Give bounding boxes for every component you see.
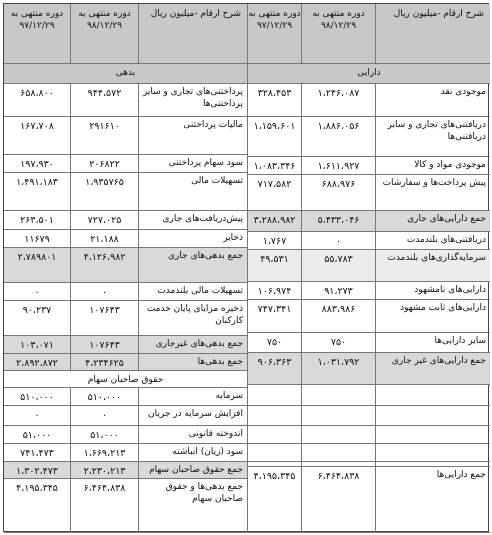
asset-row-label: جمع دارایی‌ها xyxy=(376,467,490,533)
equity-row-cur-value: ۲،۲۳۰،۲۱۳ xyxy=(71,462,139,479)
asset-col-cur-header: دوره منتهی به ۹۸/۱۲/۲۹ xyxy=(302,4,376,64)
liab-row-cur-value: ۲۱،۱۸۸ xyxy=(71,230,139,248)
asset-row-prev-value: ۷۴۷،۳۴۱ xyxy=(248,300,302,333)
liab-row-label: جمع بدهی‌های غیرجاری xyxy=(139,336,248,354)
asset-empty-label xyxy=(376,385,490,406)
asset-row-label: جمع دارایی‌های جاری xyxy=(376,211,490,232)
liab-row-cur-value: ۱،۹۳۵۷۶۵ xyxy=(71,173,139,211)
asset-row-prev-value: ۳۲۸،۴۵۳ xyxy=(248,84,302,117)
equity-row-label: سود (زیان) انباشته xyxy=(139,444,248,462)
equity-row-cur-value: ۵۱،۰۰۰ xyxy=(71,426,139,444)
liab-row-label: جمع بدهی‌های جاری xyxy=(139,248,248,283)
asset-row-prev-value: ۱۰۶،۹۷۴ xyxy=(248,282,302,300)
asset-row-prev-value: ۷۱۷،۵۸۲ xyxy=(248,175,302,211)
liab-row-prev-value: ۲۶۳،۵۰۱ xyxy=(4,211,71,230)
asset-empty-prev xyxy=(248,426,302,444)
asset-row-label: سایر دارایی‌ها xyxy=(376,333,490,353)
asset-row-label: دارایی‌های ثابت مشهود xyxy=(376,300,490,333)
liab-row-label: ذخیره مزایای پایان خدمت کارکنان xyxy=(139,301,248,336)
asset-row-label: دریافتنی‌های بلندمدت xyxy=(376,232,490,250)
liab-row-prev-value: ۹۰،۲۳۷ xyxy=(4,301,71,336)
asset-empty-prev xyxy=(248,406,302,426)
asset-row-prev-value: ۴۹،۵۳۱ xyxy=(248,250,302,282)
asset-row-label: دارایی‌های نامشهود xyxy=(376,282,490,300)
liab-row-prev-value: ۱۱۶۷۹ xyxy=(4,230,71,248)
asset-row-cur-value: ۱،۸۸۶،۰۵۶ xyxy=(302,117,376,157)
liab-col-desc-header: شرح ارقام -میلیون ریال xyxy=(139,4,248,64)
asset-empty-prev xyxy=(248,462,302,467)
asset-empty-cur xyxy=(302,406,376,426)
asset-empty-label xyxy=(376,426,490,444)
asset-row-cur-value: ۱،۶۱۱،۹۲۷ xyxy=(302,157,376,175)
equity-row-prev-value: ۴،۱۹۵،۳۴۵ xyxy=(4,479,71,533)
liab-row-cur-value: ۱۰۷۶۴۳ xyxy=(71,336,139,354)
asset-row-cur-value: ۰ xyxy=(302,232,376,250)
asset-row-prev-value: ۳،۲۸۸،۹۸۲ xyxy=(248,211,302,232)
equity-row-cur-value: ۱،۶۶۹،۲۱۳ xyxy=(71,444,139,462)
asset-row-cur-value: ۸۸۳،۹۸۶ xyxy=(302,300,376,333)
liab-row-label: مالیات پرداختنی xyxy=(139,117,248,155)
equity-row-label: سرمایه xyxy=(139,388,248,406)
asset-empty-prev xyxy=(248,444,302,462)
liab-row-prev-value: ۲،۷۸۹۸۰۱ xyxy=(4,248,71,283)
asset-row-prev-value: ۱،۷۶۷ xyxy=(248,232,302,250)
asset-row-cur-value: ۱،۲۴۶،۰۸۷ xyxy=(302,84,376,117)
liab-row-cur-value: ۲۰۶۸۲۲ xyxy=(71,155,139,173)
asset-empty-cur xyxy=(302,385,376,406)
liab-row-label: سود سهام پرداختنی xyxy=(139,155,248,173)
liab-row-label: جمع بدهی‌ها xyxy=(139,354,248,371)
asset-row-cur-value: ۹۱،۲۷۳ xyxy=(302,282,376,300)
asset-empty-label xyxy=(376,444,490,462)
asset-row-label: موجودی نقد xyxy=(376,84,490,117)
asset-row-prev-value: ۱،۱۵۹،۶۰۱ xyxy=(248,117,302,157)
asset-empty-prev xyxy=(248,385,302,406)
asset-empty-cur xyxy=(302,426,376,444)
equity-row-prev-value: ۰ xyxy=(4,406,71,426)
asset-row-prev-value: ۹۰۶،۳۶۳ xyxy=(248,353,302,385)
liab-row-cur-value: ۱۰۷۶۴۳ xyxy=(71,301,139,336)
asset-empty-cur xyxy=(302,444,376,462)
equity-row-prev-value: ۷۴۱،۴۷۳ xyxy=(4,444,71,462)
asset-row-prev-value: ۷۵۰ xyxy=(248,333,302,353)
asset-col-desc-header: شرح ارقام -میلیون ریال xyxy=(376,4,490,64)
section-assets: دارایی xyxy=(248,64,490,84)
asset-col-prev-header: دوره منتهی به ۹۷/۱۲/۲۹ xyxy=(248,4,302,64)
asset-empty-cur xyxy=(302,462,376,467)
liab-row-prev-value: ۰ xyxy=(4,283,71,301)
balance-sheet-table xyxy=(3,3,489,532)
equity-row-prev-value: ۱،۳۰۲،۴۷۳ xyxy=(4,462,71,479)
equity-row-cur-value: ۶،۴۶۴،۸۳۸ xyxy=(71,479,139,533)
liab-col-cur-header: دوره منتهی به ۹۸/۱۲/۲۹ xyxy=(71,4,139,64)
liab-row-prev-value: ۶۵۸،۸۰۰ xyxy=(4,84,71,117)
asset-row-cur-value: ۶،۴۶۴،۸۳۸ xyxy=(302,467,376,533)
liab-row-prev-value: ۱۹۷،۹۳۰ xyxy=(4,155,71,173)
asset-row-cur-value: ۵،۴۳۳،۰۴۶ xyxy=(302,211,376,232)
liab-row-cur-value: ۷۲۷،۰۲۵ xyxy=(71,211,139,230)
section-liabilities: بدهی xyxy=(4,64,248,84)
equity-row-prev-value: ۵۱۰،۰۰۰ xyxy=(4,388,71,406)
equity-row-cur-value: ۰ xyxy=(71,406,139,426)
liab-row-prev-value: ۱،۴۹۱،۱۸۳ xyxy=(4,173,71,211)
liab-row-label: تسهیلات مالی بلندمدت xyxy=(139,283,248,301)
equity-row-cur-value: ۵۱۰،۰۰۰ xyxy=(71,388,139,406)
liab-row-cur-value: ۴،۱۲۶،۹۸۲ xyxy=(71,248,139,283)
asset-empty-label xyxy=(376,406,490,426)
asset-row-cur-value: ۵۵،۷۸۳ xyxy=(302,250,376,282)
equity-row-label: جمع بدهی‌ها و حقوق صاحبان سهام xyxy=(139,479,248,533)
equity-row-label: اندوخته قانونی xyxy=(139,426,248,444)
liab-row-cur-value: ۹۴۴،۵۷۲ xyxy=(71,84,139,117)
liab-row-label: پرداختنی‌های تجاری و سایر پرداختنی‌ها xyxy=(139,84,248,117)
section-equity: حقوق صاحبان سهام xyxy=(4,371,248,388)
asset-row-prev-value: ۱،۰۸۳،۳۴۶ xyxy=(248,157,302,175)
liab-row-label: پیش‌دریافت‌های جاری xyxy=(139,211,248,230)
liab-row-cur-value: ۰ xyxy=(71,283,139,301)
asset-row-label: دریافتنی‌های تجاری و سایر دریافتنی‌ها xyxy=(376,117,490,157)
liab-col-prev-header: دوره منتهی به ۹۷/۱۲/۲۹ xyxy=(4,4,71,64)
equity-row-label: افزایش سرمایه در جریان xyxy=(139,406,248,426)
asset-row-label: جمع دارایی‌های غیر جاری xyxy=(376,353,490,385)
asset-row-label: سرمایه‌گذاری‌های بلندمدت xyxy=(376,250,490,282)
liab-row-cur-value: ۲۹۱۶۱۰ xyxy=(71,117,139,155)
liab-row-prev-value: ۱۶۷،۷۰۸ xyxy=(4,117,71,155)
liab-row-label: ذخایر xyxy=(139,230,248,248)
liab-row-prev-value: ۲،۸۹۲،۸۷۲ xyxy=(4,354,71,371)
asset-row-cur-value: ۶۸۸،۹۷۶ xyxy=(302,175,376,211)
asset-row-label: پیش پرداخت‌ها و سفارشات xyxy=(376,175,490,211)
asset-row-prev-value: ۴،۱۹۵،۳۴۵ xyxy=(248,467,302,533)
liab-row-label: تسهیلات مالی xyxy=(139,173,248,211)
asset-row-label: موجودی مواد و کالا xyxy=(376,157,490,175)
asset-row-cur-value: ۱،۰۳۱،۷۹۲ xyxy=(302,353,376,385)
equity-row-label: جمع حقوق صاحبان سهام xyxy=(139,462,248,479)
asset-row-cur-value: ۷۵۰ xyxy=(302,333,376,353)
liab-row-cur-value: ۴،۲۳۴۶۲۵ xyxy=(71,354,139,371)
liab-row-prev-value: ۱۰۳،۰۷۱ xyxy=(4,336,71,354)
equity-row-prev-value: ۵۱،۰۰۰ xyxy=(4,426,71,444)
asset-empty-label xyxy=(376,462,490,467)
